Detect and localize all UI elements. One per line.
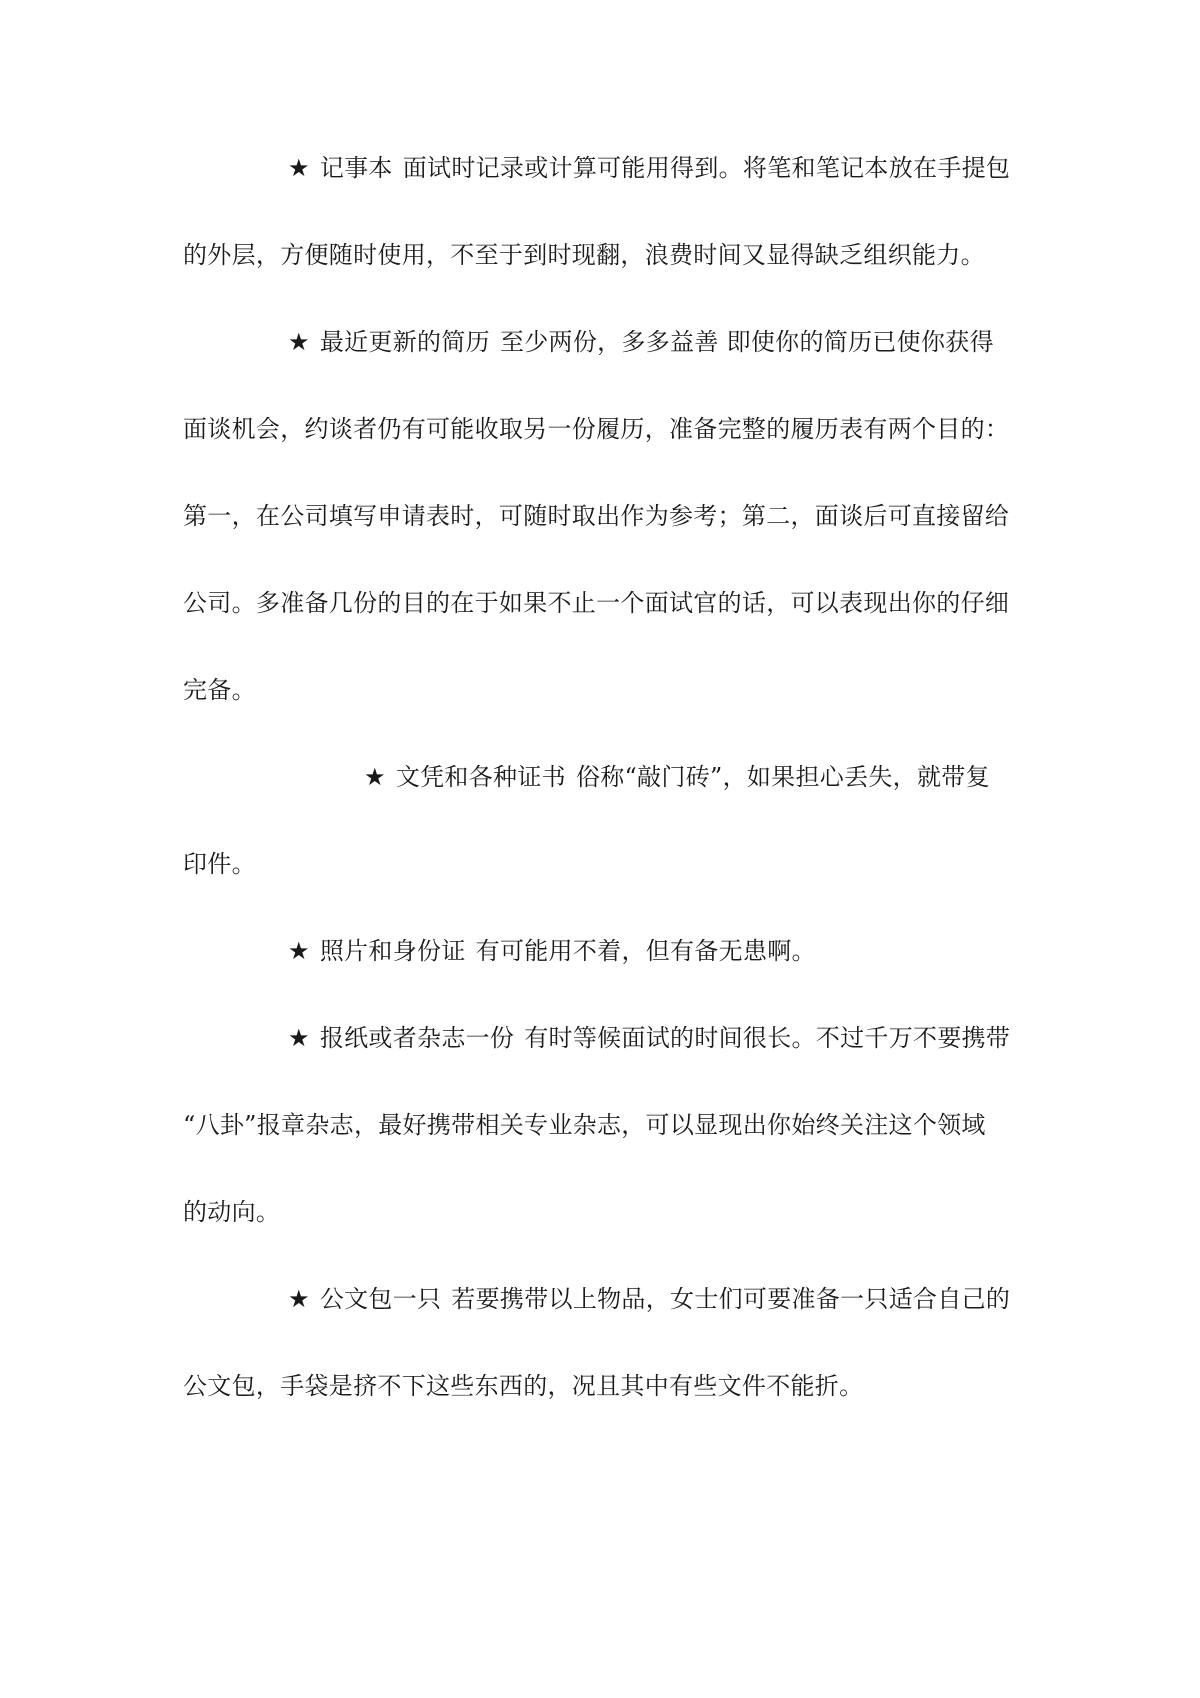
paragraph-2-line	[183, 501, 1023, 531]
paragraph-text: 完备。	[183, 676, 256, 704]
paragraph-4-first-line	[288, 936, 1023, 966]
paragraph-3-line	[183, 849, 1023, 879]
paragraph-6-line	[183, 1371, 1023, 1401]
paragraph-2-first-line	[288, 327, 1023, 357]
paragraph-3-first-line	[364, 762, 1024, 792]
star-icon: ★	[288, 937, 310, 965]
star-icon: ★	[364, 763, 386, 791]
paragraph-text: 的外层，方便随时使用，不至于到时现翻，浪费时间又显得缺乏组织能力。	[183, 241, 985, 269]
star-icon: ★	[288, 1285, 310, 1313]
paragraph-text: “八卦”报章杂志，最好携带相关专业杂志，可以显现出你始终关注这个领域	[183, 1111, 986, 1139]
paragraph-text: 至少两份，多多益善 即使你的简历已使你获得	[499, 328, 994, 356]
item-heading: 照片和身份证	[319, 937, 466, 965]
paragraph-text: 的动向。	[183, 1198, 281, 1226]
paragraph-text: 俗称“敲门砖”，如果担心丢失，就带复	[575, 763, 990, 791]
item-heading: 记事本	[319, 154, 393, 182]
paragraph-6-first-line	[288, 1284, 1023, 1314]
paragraph-2-line	[183, 588, 1023, 618]
paragraph-1-line	[183, 240, 1023, 270]
paragraph-text: 第一，在公司填写申请表时，可随时取出作为参考；第二，面谈后可直接留给	[183, 502, 1010, 530]
star-icon: ★	[288, 328, 310, 356]
paragraph-2-line	[183, 414, 1023, 444]
paragraph-text: 有可能用不着，但有备无患啊。	[475, 937, 816, 965]
paragraph-text: 面试时记录或计算可能用得到。将笔和笔记本放在手提包	[402, 154, 1011, 182]
paragraph-text: 公文包，手袋是挤不下这些东西的，况且其中有些文件不能折。	[183, 1372, 864, 1400]
paragraph-text: 印件。	[183, 850, 256, 878]
star-icon: ★	[288, 1024, 310, 1052]
paragraph-5-line	[183, 1110, 1023, 1140]
paragraph-text: 有时等候面试的时间很长。不过千万不要携带	[524, 1024, 1011, 1052]
paragraph-text: 若要携带以上物品，女士们可要准备一只适合自己的	[451, 1285, 1011, 1313]
paragraph-text: 公司。多准备几份的目的在于如果不止一个面试官的话，可以表现出你的仔细	[183, 589, 1010, 617]
paragraph-5-line	[183, 1197, 1023, 1227]
paragraph-5-first-line	[288, 1023, 1023, 1053]
item-heading: 公文包一只	[319, 1285, 442, 1313]
star-icon: ★	[288, 154, 310, 182]
paragraph-1-first-line	[288, 153, 1023, 183]
paragraph-text: 面谈机会，约谈者仍有可能收取另一份履历，准备完整的履历表有两个目的：	[183, 415, 1010, 443]
item-heading: 报纸或者杂志一份	[319, 1024, 515, 1052]
item-heading: 最近更新的简历	[319, 328, 490, 356]
paragraph-2-line	[183, 675, 1023, 705]
item-heading: 文凭和各种证书	[395, 763, 566, 791]
